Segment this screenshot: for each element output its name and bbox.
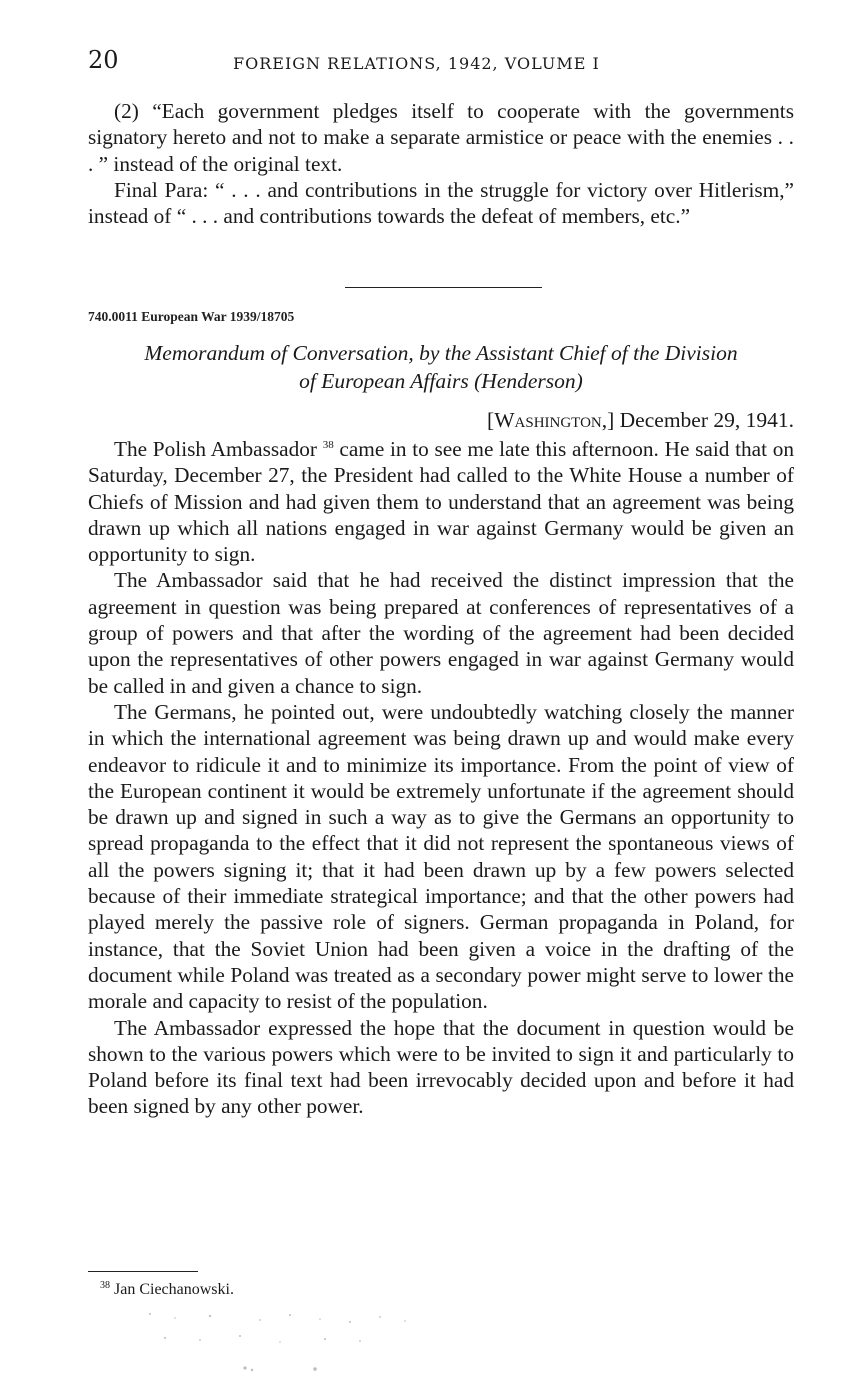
body-paragraph-2: The Ambassador said that he had received the distinct impression that the agreement in question was being prepared at conferences of representatives of a group of powers and that after the wording of the agreement had been decided upon the representatives of other powers engaged in war against Germany would be called in and given a chance to sign. xyxy=(88,568,794,698)
footnote-marker: 38 xyxy=(100,1280,110,1291)
page-number: 20 xyxy=(88,46,119,74)
file-number: 740.0011 European War 1939/18705 xyxy=(88,309,295,324)
footnote-text: Jan Ciechanowski. xyxy=(110,1281,234,1298)
section-divider xyxy=(345,287,542,288)
intro-paragraph-2: Final Para: “ . . . and contributions in the struggle for victory over Hitlerism,” instead of “ . . . and contributions towards the defeat of members, etc.” xyxy=(88,177,794,229)
dateline-date: ,] December 29, 1941. xyxy=(601,408,794,432)
footnote-rule xyxy=(88,1271,198,1272)
scan-noise xyxy=(120,1300,440,1380)
title-line-1: Memorandum of Conversation, by the Assistant Chief of the Division xyxy=(144,341,738,365)
footnote xyxy=(100,1281,234,1299)
paragraph-text: came in to see me late this afternoon. He said that on Saturday, December 27, the President had called to the White House a number of Chiefs of Mission and had given them to understand that an agreement was being drawn up which all nations engaged in war against Germany would be given an opportunity to sign. xyxy=(88,437,794,567)
dateline-place: ASHINGTON xyxy=(514,415,602,431)
paragraph-text: The Polish Ambassador xyxy=(114,437,318,461)
dateline-place-initial: W xyxy=(494,408,515,432)
memorandum-body xyxy=(88,436,794,1120)
body-paragraph-1 xyxy=(88,436,794,567)
body-paragraph-3: The Germans, he pointed out, were undoubtedly watching closely the manner in which the international agreement was being drawn up and would make every endeavor to ridicule it and to minimize its importance. From the point of view of the European continent it would be extremely unfortunate if the agreement should be drawn up and signed in such a way as to give the Germans an opportunity to spread propaganda to the effect that it did not represent the spontaneous views of all the powers signing it; that it had been drawn up by a few powers selected because of their immediate strategical importance; and that the other powers had played merely the passive role of signers. German propaganda in Poland, for instance, that the Soviet Union had been given a voice in the drafting of the document while Poland was treated as a secondary power might serve to lower the morale and capacity to resist of the population. xyxy=(88,699,794,1014)
body-paragraph-4: The Ambassador expressed the hope that the document in question would be shown to the various powers which were to be invited to sign it and particularly to Poland before its final text had been irrevocably decided upon and before it had been signed by any other power. xyxy=(88,1015,794,1119)
document-title xyxy=(88,339,794,395)
dateline-bracket: [ xyxy=(487,408,495,432)
footnote-reference: 38 xyxy=(322,439,334,451)
intro-block xyxy=(88,98,794,229)
page-header xyxy=(88,40,793,80)
dateline xyxy=(487,408,794,433)
intro-paragraph-1: (2) “Each government pledges itself to cooperate with the governments signatory hereto and not to make a separate armistice or peace with the enemies . . . ” instead of the original text. xyxy=(88,99,794,176)
title-line-2: of European Affairs (Henderson) xyxy=(299,369,583,393)
running-title: FOREIGN RELATIONS, 1942, VOLUME I xyxy=(233,54,600,73)
